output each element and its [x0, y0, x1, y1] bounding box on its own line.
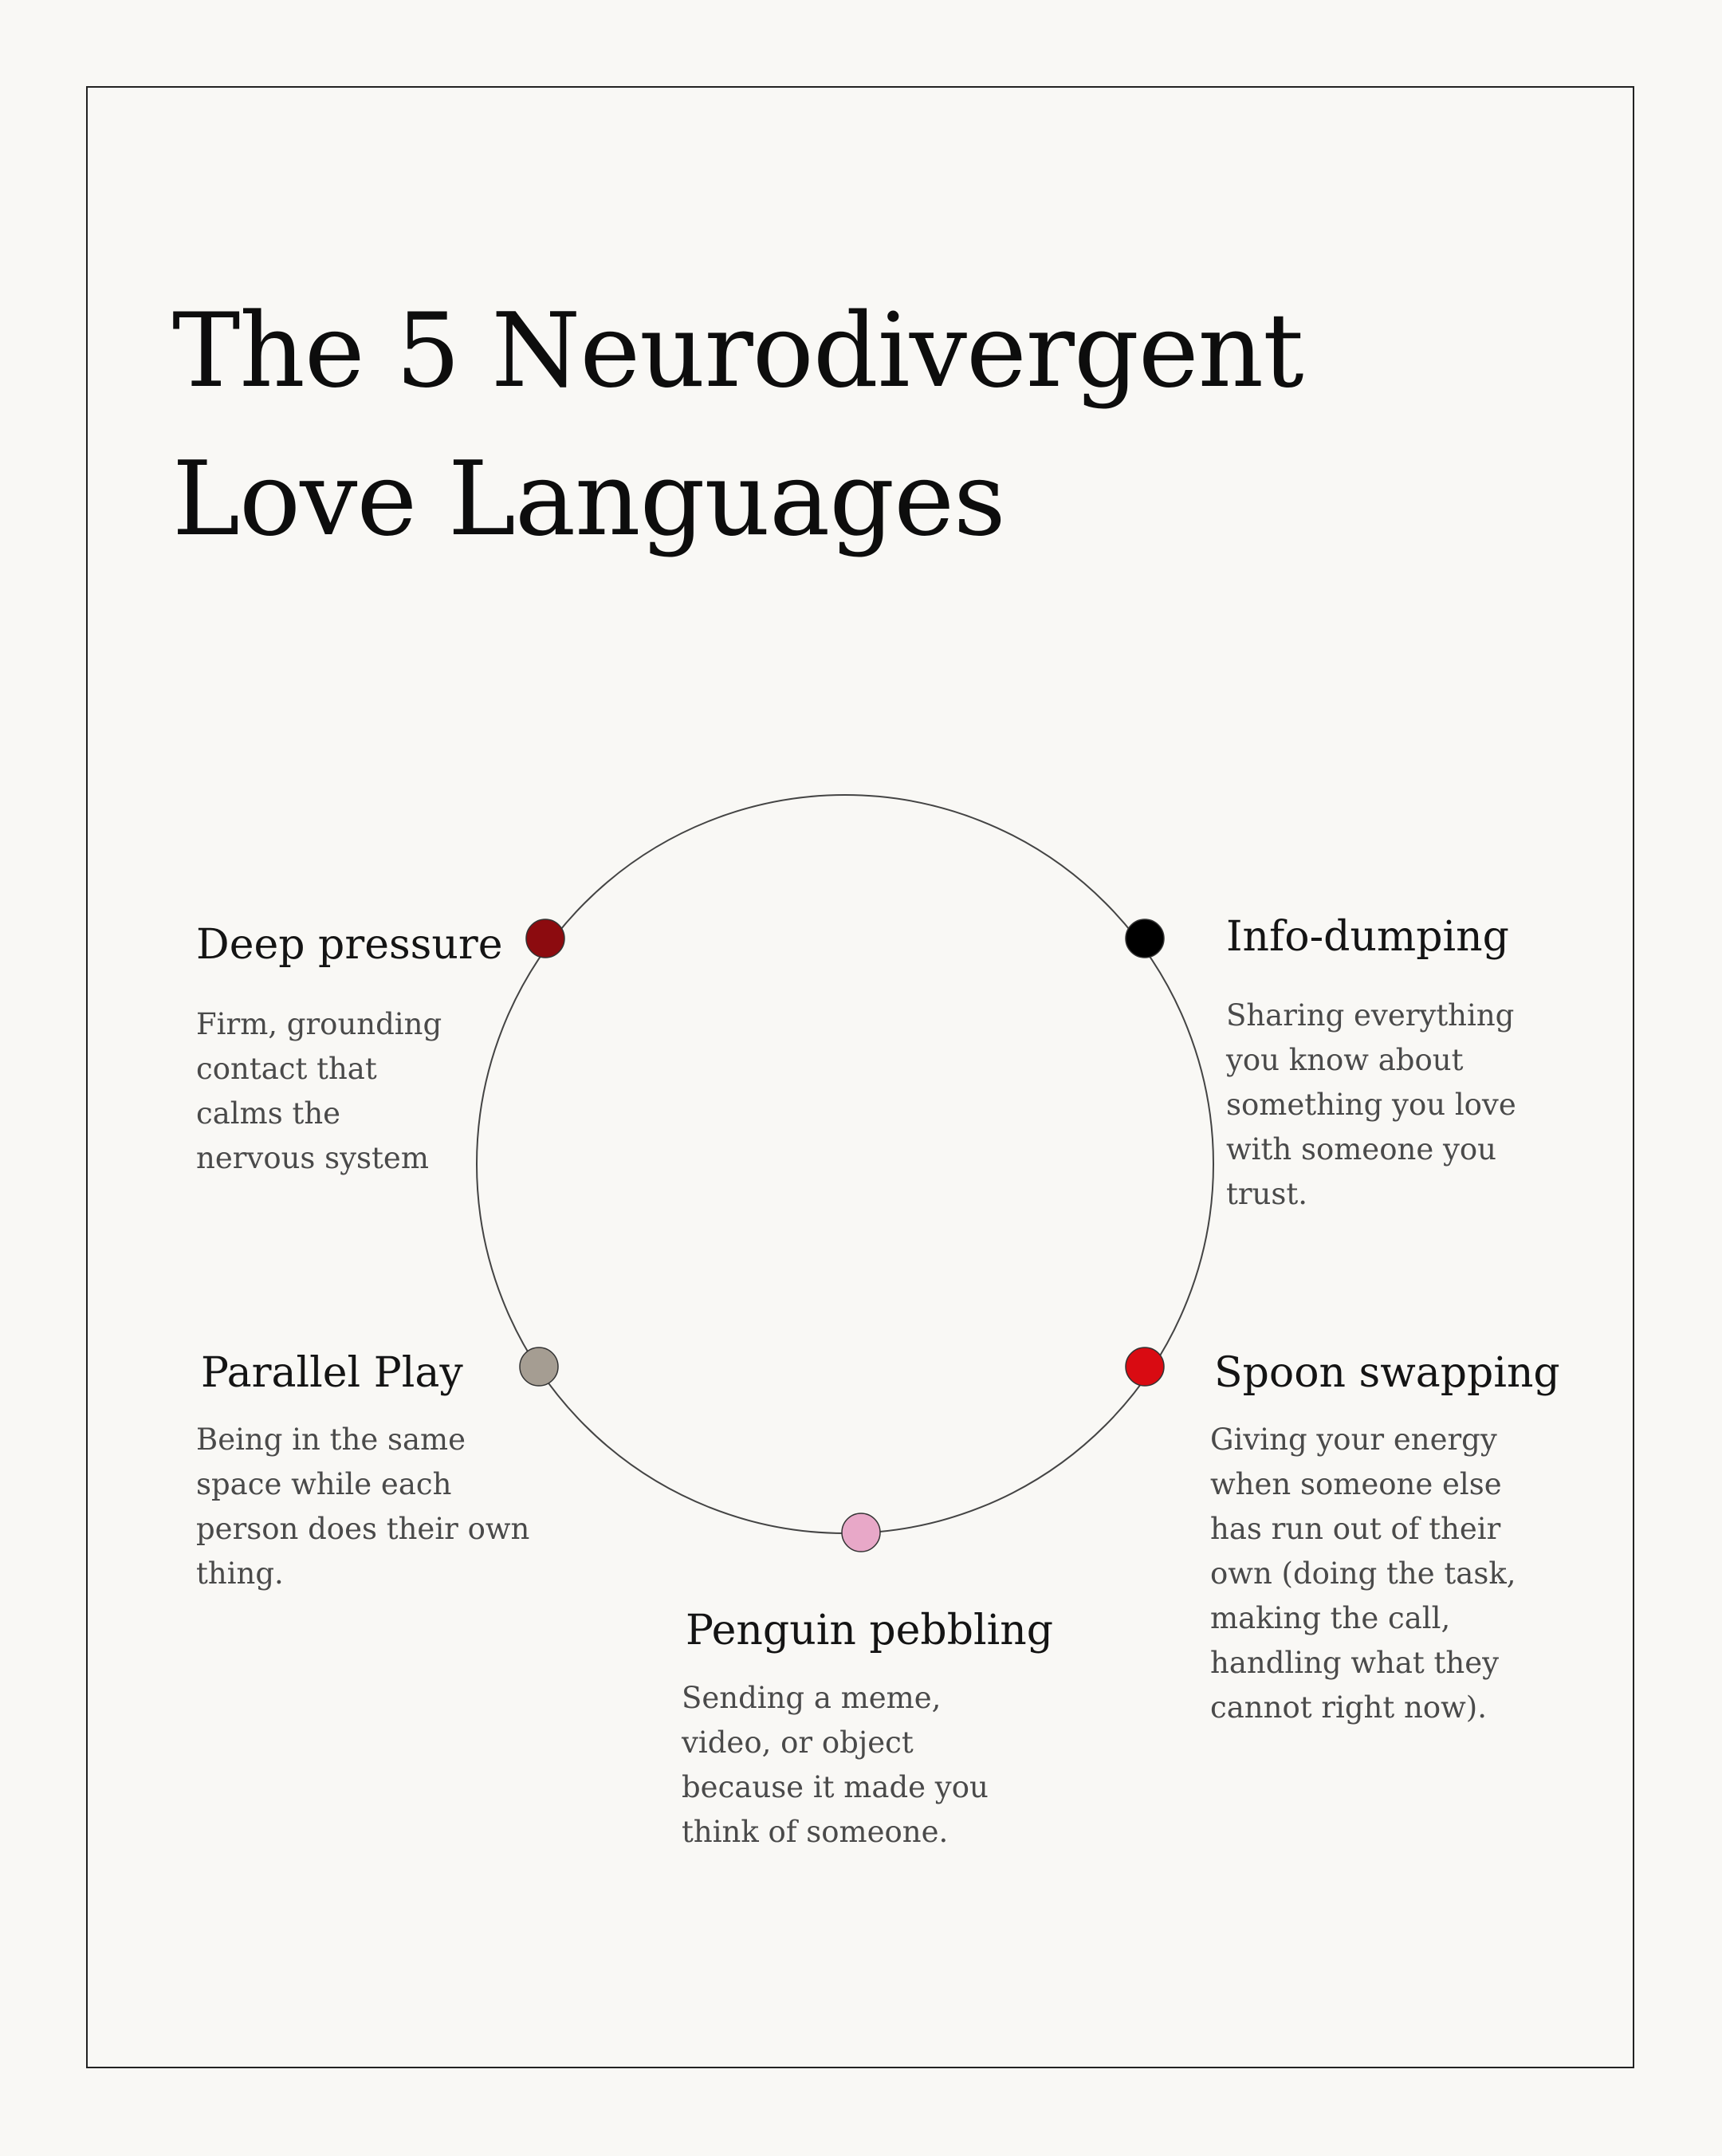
deep-pressure-description: Firm, grounding contact that calms the nervous system	[196, 1007, 442, 1175]
info-dumping-description: Sharing everything you know about something you love with someone you trust.	[1226, 998, 1516, 1211]
penguin-pebbling-heading: Penguin pebbling	[686, 1607, 1054, 1654]
parallel-play-heading: Parallel Play	[201, 1349, 463, 1397]
spoon-swapping-description: Giving your energy when someone else has run out of their own (doing the task, making the call, handling what they cannot right now).	[1210, 1422, 1516, 1725]
cycle-ring	[477, 795, 1213, 1533]
info-dumping-heading: Info-dumping	[1226, 913, 1509, 961]
node-penguin-pebbling	[842, 1513, 880, 1552]
node-deep-pressure	[526, 919, 564, 958]
node-spoon-swapping	[1126, 1348, 1164, 1386]
node-info-dumping	[1126, 919, 1164, 958]
spoon-swapping-heading: Spoon swapping	[1214, 1349, 1560, 1397]
parallel-play-description: Being in the same space while each person does their own thing.	[196, 1422, 530, 1591]
penguin-pebbling-description: Sending a meme, video, or object because it made you think of someone.	[682, 1681, 989, 1849]
page-title: The 5 Neurodivergent Love Languages	[172, 292, 1303, 559]
node-parallel-play	[520, 1348, 558, 1386]
deep-pressure-heading: Deep pressure	[196, 921, 503, 969]
